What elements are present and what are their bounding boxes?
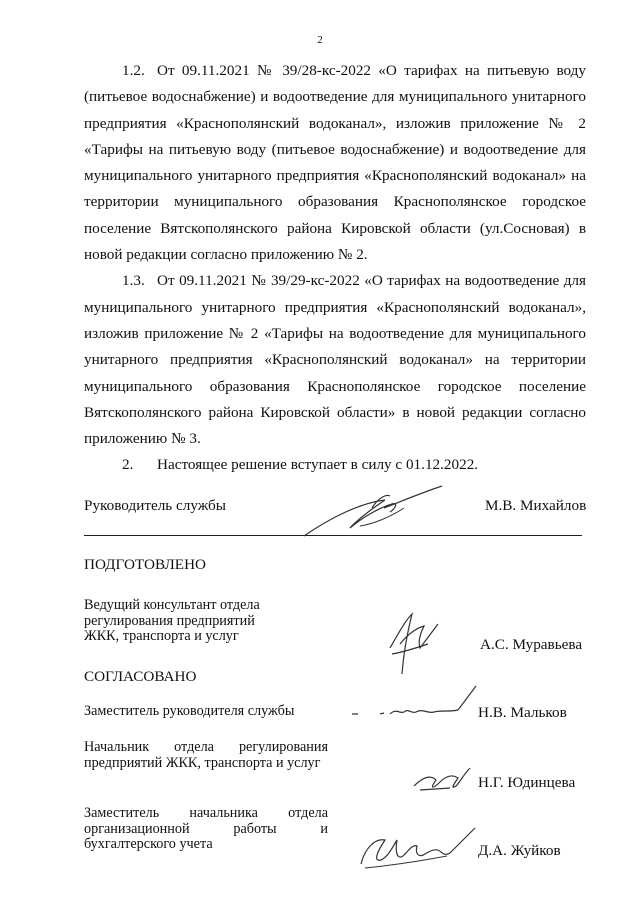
paragraph-number: 1.3. bbox=[122, 272, 145, 290]
prepared-position-line: Ведущий консультант отдела bbox=[84, 597, 260, 613]
prepared-position bbox=[84, 598, 314, 645]
paragraph-text: Настоящее решение вступает в силу с 01.12.2022. bbox=[157, 456, 479, 474]
paragraph-1-2 bbox=[84, 58, 586, 268]
signature-divider bbox=[84, 535, 582, 536]
agreed-name-1: Н.В. Мальков bbox=[478, 704, 567, 721]
page-number: 2 bbox=[317, 34, 323, 46]
head-signature-image bbox=[300, 478, 450, 542]
agreed-name-3: Д.А. Жуйков bbox=[478, 842, 561, 859]
agreed-name-2: Н.Г. Юдинцева bbox=[478, 774, 576, 791]
head-position: Руководитель службы bbox=[84, 497, 226, 514]
agreed-heading: СОГЛАСОВАНО bbox=[84, 668, 197, 685]
prepared-position-line: ЖКК, транспорта и услуг bbox=[84, 628, 239, 644]
prepared-position-line: регулирования предприятий bbox=[84, 612, 255, 629]
prepared-heading: ПОДГОТОВЛЕНО bbox=[84, 556, 207, 573]
paragraph-text: От 09.11.2021 № 39/29-кс-2022 «О тарифах на водоотведение для муниципального унитарного предприятия «Краснополянский водоканал», изложив приложение № 2 «Тарифы на водоотведение для муниципального унитарного предприятия «Краснополянский водоканал» на территории муниципального образования Краснополянское городское поселение Вятскополянского района Кировской области» в новой редакции согласно приложению № 3. bbox=[84, 272, 586, 448]
prepared-name: А.С. Муравьева bbox=[480, 636, 583, 653]
agreed-signature-1-image bbox=[350, 684, 480, 724]
agreed-signature-2-image bbox=[410, 760, 474, 800]
body-text bbox=[84, 58, 586, 479]
paragraph-1-3 bbox=[84, 268, 586, 452]
paragraph-number: 1.2. bbox=[122, 62, 145, 79]
paragraph-number: 2. bbox=[122, 456, 134, 474]
agreed-position-1: Заместитель руководителя службы bbox=[84, 703, 295, 719]
paragraph-2 bbox=[84, 452, 586, 478]
agreed-position-3: Заместитель начальника отдела организационной работы и бухгалтерского учета bbox=[84, 805, 328, 852]
prepared-signature-image bbox=[382, 608, 442, 678]
paragraph-text: От 09.11.2021 № 39/28-кс-2022 «О тарифах на питьевую воду (питьевое водоснабжение) и водоотведение для муниципального унитарного предприятия «Краснополянский водоканал», изложив приложение № 2 «Тарифы на питьевую воду (питьевое водоснабжение) и водоотведение для муниципального унитарного предприятия «Краснополянский водоканал» на территории муниципального образования Краснополянское городское поселение Вятскополянского района Кировской области (ул.Сосновая) в новой редакции согласно приложению № 2. bbox=[84, 62, 586, 264]
agreed-signature-3-image bbox=[355, 826, 480, 876]
head-name: М.В. Михайлов bbox=[485, 497, 587, 514]
agreed-position-2: Начальник отдела регулирования предприятий ЖКК, транспорта и услуг bbox=[84, 739, 328, 771]
